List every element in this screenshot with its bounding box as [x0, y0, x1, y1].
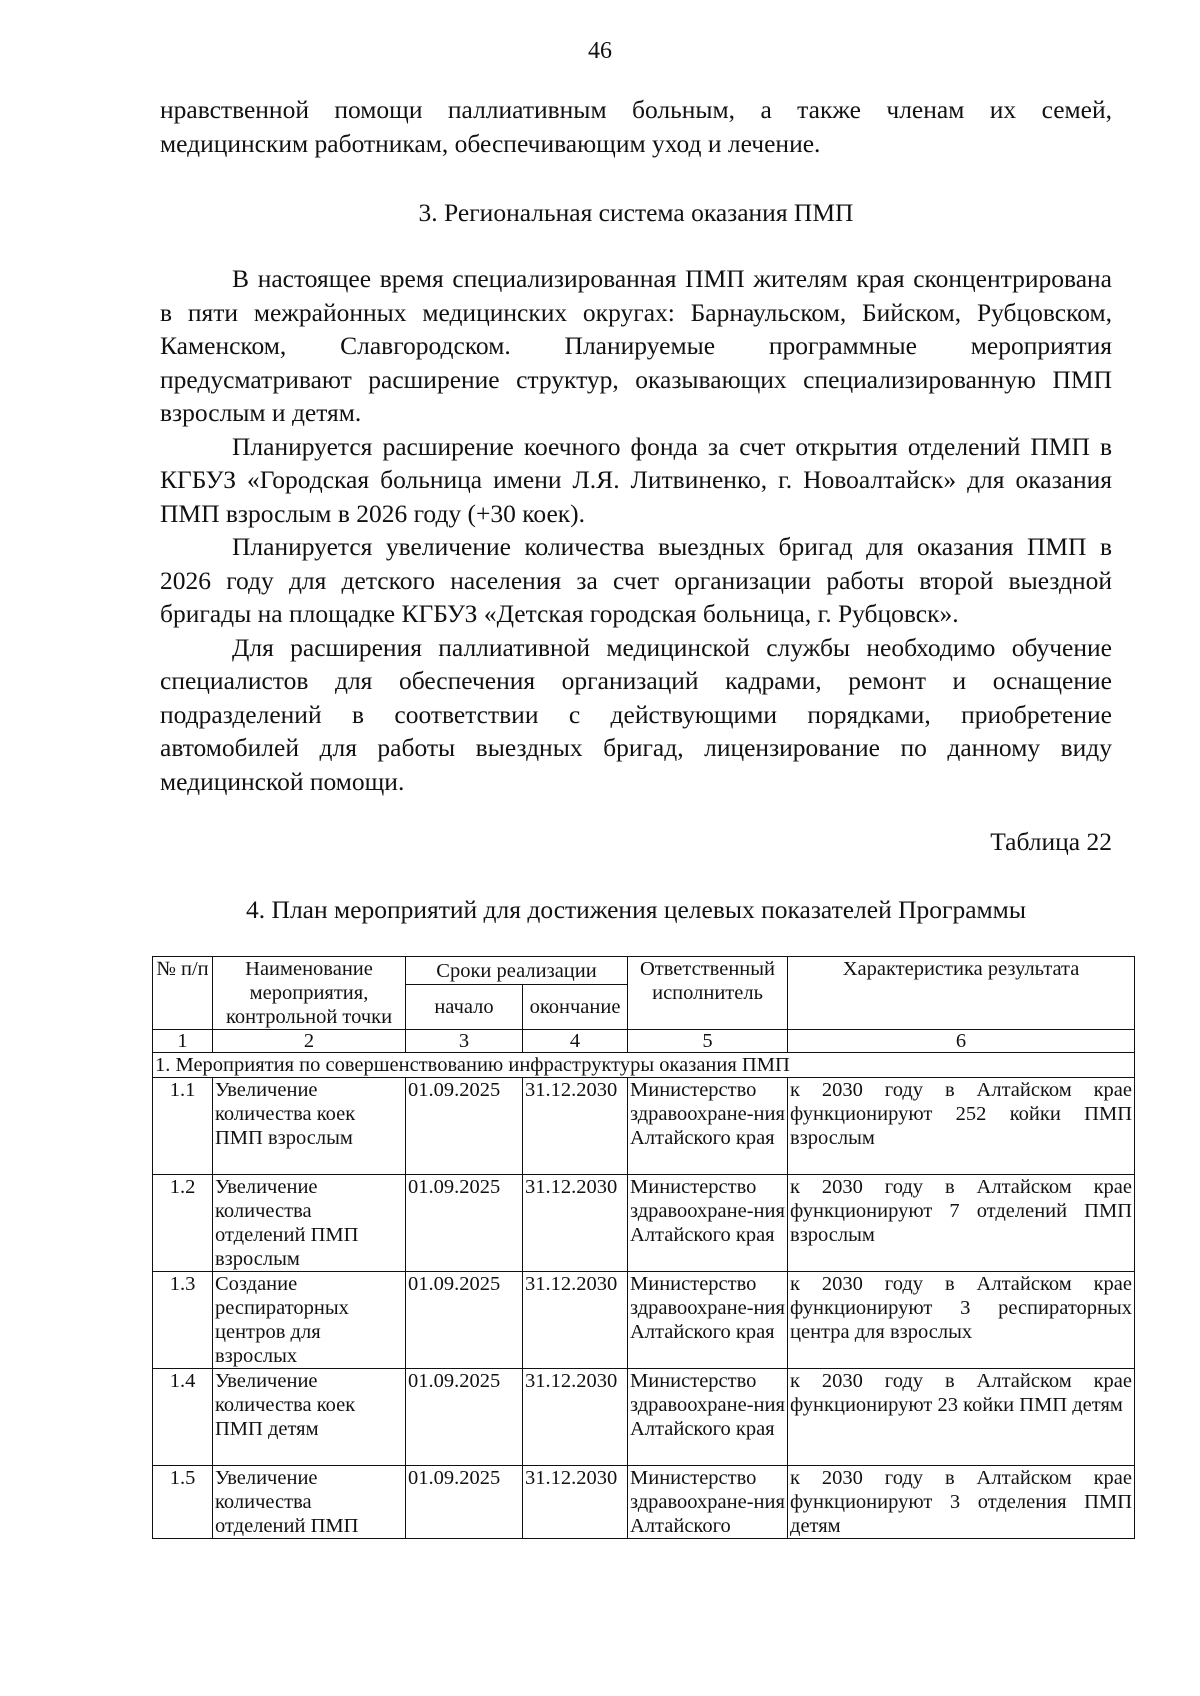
row-name: Увеличение количества отделений ПМП [213, 1466, 406, 1539]
intro-paragraph [160, 93, 1112, 160]
row-start: 01.09.2025 [406, 1369, 523, 1466]
plan-table [152, 956, 1135, 1539]
row-start: 01.09.2025 [406, 1466, 523, 1539]
row-result: к 2030 году в Алтайском крае функционируют 7 отделений ПМП взрослым [788, 1175, 1135, 1272]
row-num: 1.4 [153, 1369, 213, 1466]
header-end: окончание [523, 985, 628, 1030]
column-number: 2 [213, 1030, 406, 1053]
table-row [153, 1078, 1135, 1175]
row-result: к 2030 году в Алтайском крае функционируют 23 койки ПМП детям [788, 1369, 1135, 1466]
row-responsible: Министерство здравоохране-ния Алтайского края [628, 1369, 788, 1466]
row-result: к 2030 году в Алтайском крае функционируют 3 отделения ПМП детям [788, 1466, 1135, 1539]
row-num: 1.1 [153, 1078, 213, 1175]
column-number: 6 [788, 1030, 1135, 1053]
section-4-heading: 4. План мероприятий для достижения целевых показателей Программы [246, 895, 1026, 924]
row-name: Создание респираторных центров для взрослых [213, 1272, 406, 1369]
row-num: 1.3 [153, 1272, 213, 1369]
row-responsible: Министерство здравоохране-ния Алтайского [628, 1466, 788, 1539]
row-name: Увеличение количества коек ПМП детям [213, 1369, 406, 1466]
section-3-body [160, 262, 1112, 798]
column-number: 5 [628, 1030, 788, 1053]
section-3-paragraph: Планируется увеличение количества выездных бригад для оказания ПМП в 2026 году для детского населения за счет организации работы второй выездной бригады на площадке КГБУЗ «Детская городская больница, г. Рубцовск». [160, 532, 1112, 628]
table-row [153, 1175, 1135, 1272]
column-number: 3 [406, 1030, 523, 1053]
table-section-row [153, 1053, 1135, 1078]
column-number: 1 [153, 1030, 213, 1053]
column-number: 4 [523, 1030, 628, 1053]
row-name: Увеличение количества отделений ПМП взрослым [213, 1175, 406, 1272]
row-responsible: Министерство здравоохране-ния Алтайского края [628, 1272, 788, 1369]
row-name: Увеличение количества коек ПМП взрослым [213, 1078, 406, 1175]
header-start: начало [406, 985, 523, 1030]
row-result: к 2030 году в Алтайском крае функционируют 252 койки ПМП взрослым [788, 1078, 1135, 1175]
column-number-row [153, 1030, 1135, 1053]
intro-text: нравственной помощи паллиативным больным, а также членам их семей, медицинским работникам, обеспечивающим уход и лечение. [160, 95, 1112, 158]
row-end: 31.12.2030 [523, 1466, 628, 1539]
section-3-paragraph: Для расширения паллиативной медицинской службы необходимо обучение специалистов для обеспечения организаций кадрами, ремонт и оснащение подразделений в соответствии с действующими порядками, приобретение автомобилей для работы выездных бригад, лицензирование по данному виду медицинской помощи. [160, 632, 1112, 796]
table-row [153, 1272, 1135, 1369]
row-responsible: Министерство здравоохране-ния Алтайского края [628, 1175, 788, 1272]
row-end: 31.12.2030 [523, 1078, 628, 1175]
table-section-title: 1. Мероприятия по совершенствованию инфраструктуры оказания ПМП [153, 1053, 1135, 1078]
section-3-paragraph: Планируется расширение коечного фонда за счет открытия отделений ПМП в КГБУЗ «Городская больница имени Л.Я. Литвиненко, г. Новоалтайск» для оказания ПМП взрослым в 2026 году (+30 коек). [160, 431, 1112, 528]
row-responsible: Министерство здравоохране-ния Алтайского края [628, 1078, 788, 1175]
table-caption: Таблица 22 [990, 827, 1112, 856]
section-3-heading: 3. Региональная система оказания ПМП [418, 198, 854, 227]
row-start: 01.09.2025 [406, 1078, 523, 1175]
table-row [153, 1466, 1135, 1539]
row-end: 31.12.2030 [523, 1272, 628, 1369]
row-result: к 2030 году в Алтайском крае функционируют 3 респираторных центра для взрослых [788, 1272, 1135, 1369]
row-end: 31.12.2030 [523, 1369, 628, 1466]
row-start: 01.09.2025 [406, 1175, 523, 1272]
row-end: 31.12.2030 [523, 1175, 628, 1272]
row-num: 1.2 [153, 1175, 213, 1272]
row-num: 1.5 [153, 1466, 213, 1539]
page-number: 46 [588, 38, 612, 64]
table-header-row [153, 957, 1135, 985]
header-name: Наименование мероприятия, контрольной точки [213, 957, 406, 1030]
section-3-paragraph: В настоящее время специализированная ПМП жителям края сконцентрирована в пяти межрайонных медицинских округах: Барнаульском, Бийском, Рубцовском, Каменском, Славгородском. Планируемые программные мероприятия предусматривают расширение структур, оказывающих специализированную ПМП взрослым и детям. [160, 264, 1112, 427]
header-result: Характеристика результата [788, 957, 1135, 1030]
header-responsible: Ответственный исполнитель [628, 957, 788, 1030]
row-start: 01.09.2025 [406, 1272, 523, 1369]
header-num: № п/п [153, 957, 213, 1030]
header-period: Сроки реализации [406, 957, 628, 985]
table-row [153, 1369, 1135, 1466]
